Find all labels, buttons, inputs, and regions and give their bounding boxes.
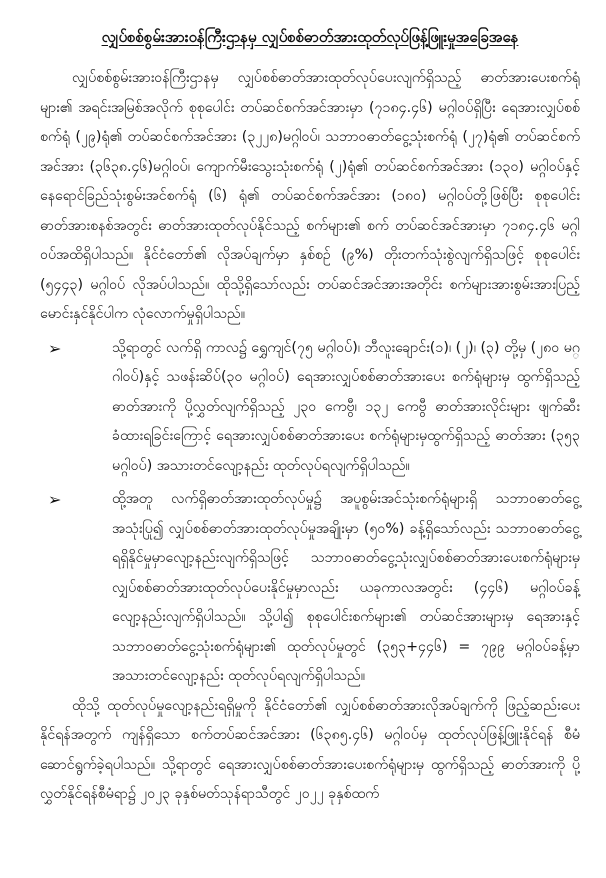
bullet-item-hydro	[40, 334, 580, 482]
paragraph-conclusion: ထိုသို့ ထုတ်လုပ်မှုလျော့နည်းရရှိမှုကို နိုင်ငံတော်၏ လျှပ်စစ်ဓာတ်အားလိုအပ်ချက်ကို ဖြည့်ဆည်းပေးနိုင်ရန်အတွက် ကျန်ရှိသော စက်တပ်ဆင်အင်အား (၆၃၈၅.၄၆) မဂ္ဂါဝပ်မှ ထုတ်လုပ်ဖြန့်ဖြူးနိုင်ရန် စီမံဆောင်ရွက်ခဲ့ရပါသည်။ သို့ရာတွင် ရေအားလျှပ်စစ်ဓာတ်အားပေးစက်ရုံများမှ ထွက်ရှိသည့် ဓာတ်အားကို ပို့လွှတ်နိုင်ရန်စီမံရာ၌ ၂၀၂၃ ခုနှစ်မတ်သုန်ရာသီတွင် ၂၀၂၂ ခုနှစ်ထက်	[40, 697, 580, 802]
arrow-bullet-icon: ➢	[48, 338, 62, 358]
paragraph-intro: လျှပ်စစ်စွမ်းအားဝန်ကြီးဌာနမှ လျှပ်စစ်ဓာတ်အားထုတ်လုပ်ပေးလျက်ရှိသည့် ဓာတ်အားပေးစက်ရုံများ၏ အရင်းအမြစ်အလိုက် စုစုပေါင်း တပ်ဆင်စက်အင်အားမှာ (၇၁၈၄.၄၆) မဂ္ဂါဝပ်ရှိပြီး ရေအားလျှပ်စစ်စက်ရုံ (၂၉)ရုံ၏ တပ်ဆင်စက်အင်အား (၃၂၂၈)မဂ္ဂါဝပ်၊ သဘာဝဓာတ်ငွေ့သုံးစက်ရုံ (၂၇)ရုံ၏ တပ်ဆင်စက်အင်အား (၃၆၃၈.၄၆)မဂ္ဂါဝပ်၊ ကျောက်မီးသွေးသုံးစက်ရုံ (၂)ရုံ၏ တပ်ဆင်စက်အင်အား (၁၃၀) မဂ္ဂါဝပ်နှင့် နေရောင်ခြည်သုံးစွမ်းအင်စက်ရုံ (၆) ရုံ၏ တပ်ဆင်စက်အင်အား (၁၈၀) မဂ္ဂါဝပ်တို့ဖြစ်ပြီး စုစုပေါင်းဓာတ်အားစနစ်အတွင်း ဓာတ်အားထုတ်လုပ်နိုင်သည့် စက်များ၏ စက် တပ်ဆင်အင်အားမှာ ၇၁၈၄.၄၆ မဂ္ဂါဝပ်အထိရှိပါသည်။ နိုင်ငံတော်၏ လိုအပ်ချက်မှာ နှစ်စဉ် (၉%) တိုးတက်သုံးစွဲလျက်ရှိသဖြင့် စုစုပေါင်း (၅၄၄၃) မဂ္ဂါဝပ် လိုအပ်ပါသည်။ ထိုသို့ရှိသော်လည်း တပ်ဆင်အင်အားအတိုင်း စက်များအားစွမ်းအားပြည့်မောင်းနှင်နိုင်ပါက လုံလောက်မှုရှိပါသည်။	[40, 70, 580, 322]
bullet-text-gas: ထို့အတူ လက်ရှိဓာတ်အားထုတ်လုပ်မှု၌ အပူစွမ်းအင်သုံးစက်ရုံများရှိ သဘာဝဓာတ်ငွေ့ အသုံးပြု၍ လျှပ်စစ်ဓာတ်အားထုတ်လုပ်မှုအချိုးမှာ (၅၀%) ခန့်ရှိသော်လည်း သဘာဝဓာတ်ငွေ့ ရရှိနိုင်မှုမှာလျော့နည်းလျက်ရှိသဖြင့် သဘာဝဓာတ်ငွေ့သုံးလျှပ်စစ်ဓာတ်အားပေးစက်ရုံများမှ လျှပ်စစ်ဓာတ်အားထုတ်လုပ်ပေးနိုင်မှုမှာလည်း ယခုကာလအတွင်း (၄၄၆) မဂ္ဂါဝပ်ခန့် လျော့နည်းလျက်ရှိပါသည်။ သို့ပါ၍ စုစုပေါင်းစက်များ၏ တပ်ဆင်အားများမှ ရေအားနှင့် သဘာဝဓာတ်ငွေ့သုံးစက်ရုံများ၏ ထုတ်လုပ်မှုတွင် (၃၅၃+၄၄၆) = ၇၉၉ မဂ္ဂါဝပ်ခန့်မှာ အသားတင်လျော့နည်း ထုတ်လုပ်ရလျက်ရှိပါသည်။	[112, 491, 580, 684]
document-page	[40, 20, 580, 810]
bullet-item-gas	[40, 485, 580, 692]
bullet-text-hydro: သို့ရာတွင် လက်ရှိ ကာလ၌ ရွှေကျင်(၇၅ မဂ္ဂါဝပ်)၊ ဘီလူးချောင်း(၁)၊ (၂)၊ (၃) တို့မှ (၂၈၀ မဂ္ဂါဝပ်)နှင့် သဖန်းဆိပ်(၃၀ မဂ္ဂါဝပ်) ရေအားလျှပ်စစ်ဓာတ်အားပေး စက်ရုံများမှ ထွက်ရှိသည့်ဓာတ်အားကို ပို့လွှတ်လျက်ရှိသည့် ၂၃၀ ကေဗွီ၊ ၁၃၂ ကေဗွီ ဓာတ်အားလိုင်းများ ဖျက်ဆီးခံထားရခြင်းကြောင့် ရေအားလျှပ်စစ်ဓာတ်အားပေး စက်ရုံများမှထွက်ရှိသည့် ဓာတ်အား (၃၅၃ မဂ္ဂါဝပ်) အသားတင်လျော့နည်း ထုတ်လုပ်ရလျက်ရှိပါသည်။	[112, 339, 580, 474]
arrow-bullet-icon: ➢	[48, 490, 62, 509]
document-title: လျှပ်စစ်စွမ်းအားဝန်ကြီးဌာနမှ လျှပ်စစ်ဓာတ်အားထုတ်လုပ်ဖြန့်ဖြူးမှုအခြေအနေ	[101, 28, 519, 46]
